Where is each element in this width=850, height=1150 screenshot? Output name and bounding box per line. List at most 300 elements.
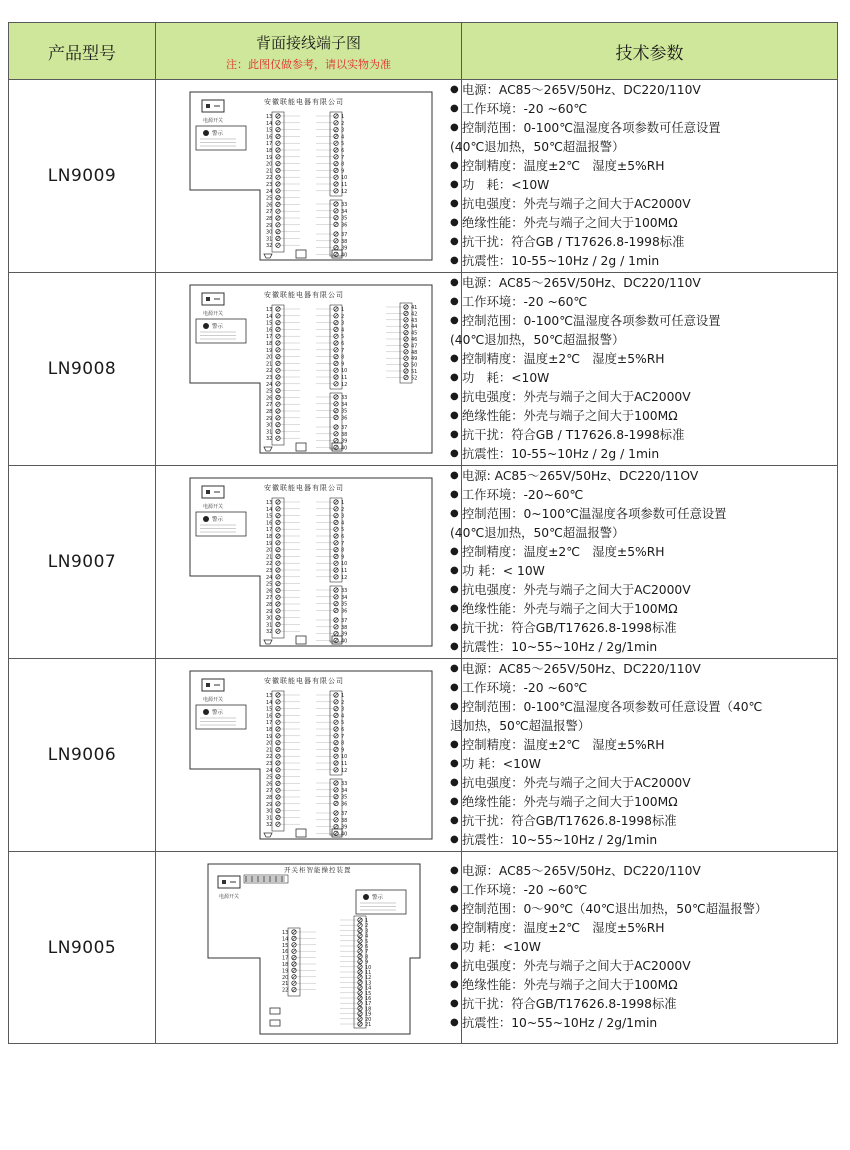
- terminal-slash: [292, 962, 295, 965]
- spec-text: 抗震性：10~55~10Hz / 2g/1min: [462, 832, 658, 847]
- terminal-slash: [334, 802, 337, 805]
- spec-item: [450, 881, 837, 900]
- terminal-slash: [276, 155, 279, 158]
- header-row: [9, 23, 838, 80]
- terminal-number: 13: [265, 114, 272, 120]
- terminal-slash: [276, 362, 279, 365]
- spec-item: [450, 619, 837, 638]
- terminal-slash: [276, 237, 279, 240]
- terminal-number: 10: [340, 754, 347, 761]
- panel-outline: [190, 478, 432, 646]
- terminal-number: 3: [340, 513, 344, 520]
- terminal-number: 21: [265, 747, 272, 754]
- spec-text: 功 耗：<10W: [462, 178, 550, 192]
- terminal-slash: [276, 707, 279, 710]
- product-row: [9, 80, 838, 273]
- terminal-number: 51: [410, 369, 417, 375]
- spec-text: 抗电强度：外壳与端子之间大于AC2000V: [462, 582, 691, 597]
- wiring-diagram: [156, 273, 462, 466]
- terminal-slash: [276, 355, 279, 358]
- spec-text: 抗电强度：外壳与端子之间大于AC2000V: [462, 958, 691, 973]
- spec-text: 电源：AC85～265V/50Hz、DC220/110V: [462, 662, 701, 677]
- terminal-number: 17: [265, 527, 272, 534]
- wiring-diagram: [156, 852, 462, 1044]
- terminal-number: 7: [340, 540, 344, 547]
- warning-icon: [203, 516, 209, 522]
- terminal-slash: [292, 956, 295, 959]
- terminal-slash: [334, 382, 337, 385]
- terminal-slash: [276, 795, 279, 798]
- spec-item: [450, 698, 837, 717]
- warning-icon: [203, 323, 209, 329]
- terminal-slash: [276, 789, 279, 792]
- terminal-number: 19: [364, 1011, 371, 1018]
- power-switch-icon: [202, 486, 224, 498]
- terminal-slash: [334, 114, 337, 117]
- terminal-number: 10: [340, 561, 347, 568]
- connector-icon: [264, 254, 272, 258]
- terminal-slash: [276, 721, 279, 724]
- terminal-number: 21: [265, 168, 272, 175]
- terminal-slash: [358, 1017, 361, 1020]
- terminal-number: 30: [265, 615, 272, 622]
- terminal-slash: [334, 169, 337, 172]
- terminal-slash: [276, 741, 279, 744]
- spec-list: [450, 274, 837, 463]
- wiring-diagram-svg: [174, 472, 444, 652]
- terminal-number: 29: [265, 415, 272, 422]
- connector-icon: [296, 443, 306, 451]
- terminal-number: 16: [265, 713, 272, 720]
- terminal-slash: [358, 928, 361, 931]
- power-switch-label: 电源开关: [202, 118, 223, 124]
- terminal-slash: [334, 700, 337, 703]
- terminal-number: 19: [281, 967, 288, 974]
- bullet-icon: ●: [450, 84, 459, 96]
- terminal-number: 21: [265, 554, 272, 561]
- product-row: [9, 466, 838, 659]
- terminal-number: 45: [410, 330, 417, 337]
- terminal-number: 9: [340, 747, 344, 754]
- terminal-number: 43: [410, 317, 417, 324]
- spec-item: [450, 717, 837, 736]
- terminal-slash: [276, 575, 279, 578]
- terminal-slash: [334, 575, 337, 578]
- terminal-slash: [292, 968, 295, 971]
- terminal-slash: [276, 403, 279, 406]
- terminal-slash: [358, 949, 361, 952]
- spec-text: (40℃退加热，50℃超温报警）: [450, 333, 625, 348]
- terminal-slash: [276, 314, 279, 317]
- terminal-slash: [334, 707, 337, 710]
- spec-item: [450, 812, 837, 831]
- terminal-slash: [404, 312, 407, 315]
- terminal-slash: [334, 355, 337, 358]
- terminal-number: 32: [265, 629, 272, 636]
- terminal-number: 19: [265, 733, 272, 740]
- terminal-slash: [276, 755, 279, 758]
- spec-item: [450, 1014, 837, 1033]
- spec-list-cell: [450, 80, 838, 273]
- bullet-icon: ●: [450, 833, 459, 845]
- terminal-slash: [358, 980, 361, 983]
- terminal-number: 12: [364, 974, 371, 981]
- spec-item: [450, 214, 837, 233]
- header-specs: 技术参数: [462, 23, 838, 80]
- terminal-number: 9: [340, 168, 344, 175]
- bullet-icon: ●: [450, 296, 459, 308]
- terminal-number: 32: [265, 436, 272, 443]
- terminal-slash: [276, 775, 279, 778]
- company-name: 安徽联能电器有限公司: [263, 484, 344, 492]
- terminal-slash: [334, 209, 337, 212]
- bullet-icon: ●: [450, 663, 459, 675]
- terminal-number: 17: [265, 141, 272, 148]
- terminal-number: 18: [364, 1005, 371, 1012]
- terminal-number: 16: [265, 327, 272, 334]
- terminal-slash: [276, 782, 279, 785]
- terminal-slash: [276, 203, 279, 206]
- terminal-slash: [334, 741, 337, 744]
- terminal-slash: [358, 996, 361, 999]
- terminal-slash: [276, 521, 279, 524]
- terminal-slash: [292, 988, 295, 991]
- spec-list-cell: [450, 659, 838, 852]
- terminal-number: 13: [364, 979, 371, 986]
- bullet-icon: ●: [450, 739, 459, 751]
- terminal-slash: [404, 350, 407, 353]
- spec-text: 抗电强度：外壳与端子之间大于AC2000V: [462, 775, 691, 790]
- spec-item: [450, 793, 837, 812]
- terminal-slash: [404, 363, 407, 366]
- terminal-slash: [276, 700, 279, 703]
- terminal-number: 14: [364, 985, 371, 992]
- header-diagram: [156, 23, 462, 80]
- terminal-number: 13: [265, 500, 272, 506]
- terminal-slash: [358, 954, 361, 957]
- terminal-number: 38: [340, 238, 347, 245]
- terminal-slash: [276, 616, 279, 619]
- spec-item: [450, 350, 837, 369]
- terminal-number: 29: [265, 608, 272, 615]
- terminal-number: 31: [265, 236, 272, 243]
- spec-text: 控制精度：温度±2℃ 湿度±5%RH: [462, 352, 665, 367]
- bullet-icon: ●: [450, 1016, 459, 1028]
- power-switch-icon: [202, 679, 224, 691]
- terminal-number: 34: [340, 787, 347, 794]
- product-row: [9, 852, 838, 1044]
- terminal-slash: [292, 930, 295, 933]
- spec-text: 抗电强度：外壳与端子之间大于AC2000V: [462, 389, 691, 404]
- spec-item: [450, 157, 837, 176]
- terminal-slash: [276, 802, 279, 805]
- product-row: [9, 659, 838, 852]
- spec-text: 电源: AC85～265V/50Hz、DC220/11OV: [462, 469, 699, 484]
- terminal-slash: [276, 727, 279, 730]
- terminal-slash: [334, 335, 337, 338]
- spec-text: 控制范围：0-100℃温湿度各项参数可任意设置: [462, 121, 721, 136]
- spec-text: 工作环境：-20 ~60℃: [462, 295, 588, 310]
- terminal-number: 38: [340, 624, 347, 631]
- terminal-slash: [334, 328, 337, 331]
- product-model: LN9009: [9, 80, 156, 273]
- terminal-number: 10: [364, 964, 371, 971]
- terminal-slash: [334, 202, 337, 205]
- wiring-diagram-svg: [174, 858, 444, 1038]
- terminal-number: 39: [340, 631, 347, 638]
- terminal-slash: [358, 1006, 361, 1009]
- terminal-slash: [276, 589, 279, 592]
- terminal-slash: [334, 176, 337, 179]
- bullet-icon: ●: [450, 122, 459, 134]
- terminal-slash: [276, 162, 279, 165]
- terminal-number: 6: [340, 727, 344, 733]
- terminal-slash: [334, 588, 337, 591]
- terminal-number: 25: [265, 388, 272, 395]
- terminal-slash: [334, 232, 337, 235]
- terminal-slash: [292, 949, 295, 952]
- terminal-number: 2: [340, 699, 344, 706]
- spec-list-cell: [450, 466, 838, 659]
- terminal-slash: [334, 155, 337, 158]
- terminal-slash: [276, 244, 279, 247]
- spec-text: 抗电强度：外壳与端子之间大于AC2000V: [462, 196, 691, 211]
- terminal-number: 19: [265, 347, 272, 354]
- terminal-slash: [276, 348, 279, 351]
- panel-outline: [208, 864, 420, 1034]
- terminal-number: 16: [265, 134, 272, 141]
- bullet-icon: ●: [450, 922, 459, 934]
- terminal-number: 6: [340, 534, 344, 540]
- terminal-number: 32: [265, 822, 272, 829]
- spec-item: [450, 755, 837, 774]
- terminal-number: 8: [364, 953, 368, 960]
- terminal-number: 26: [265, 588, 272, 595]
- terminal-number: 39: [340, 824, 347, 831]
- warning-box: [196, 126, 246, 150]
- terminal-number: 41: [410, 305, 417, 311]
- terminal-number: 37: [340, 811, 347, 817]
- terminal-number: 40: [340, 638, 347, 645]
- terminal-slash: [334, 446, 337, 449]
- terminal-number: 22: [281, 987, 288, 994]
- terminal-number: 22: [265, 754, 272, 761]
- terminal-number: 13: [281, 929, 288, 936]
- terminal-slash: [404, 331, 407, 334]
- terminal-number: 28: [265, 602, 272, 608]
- switch-dot-icon: [206, 104, 210, 108]
- terminal-number: 8: [340, 354, 344, 361]
- warning-icon: [203, 130, 209, 136]
- spec-text: 工作环境：-20 ~60℃: [462, 681, 588, 696]
- terminal-number: 46: [410, 337, 417, 343]
- terminal-slash: [334, 714, 337, 717]
- company-name: 开关柜智能操控装置: [283, 865, 351, 874]
- terminal-slash: [334, 811, 337, 814]
- terminal-slash: [334, 321, 337, 324]
- spec-list: [450, 862, 837, 1032]
- terminal-number: 34: [340, 401, 347, 408]
- terminal-slash: [334, 341, 337, 344]
- terminal-slash: [276, 389, 279, 392]
- spec-text: 绝缘性能：外壳与端子之间大于100MΩ: [462, 977, 678, 992]
- terminal-number: 22: [265, 561, 272, 568]
- terminal-number: 12: [340, 381, 347, 388]
- terminal-number: 12: [340, 188, 347, 195]
- terminal-number: 1: [340, 693, 344, 699]
- terminal-number: 18: [265, 148, 272, 154]
- warning-box: [196, 319, 246, 343]
- spec-text: 抗震性：10-55~10Hz / 2g / 1min: [462, 446, 660, 461]
- terminal-slash: [334, 595, 337, 598]
- company-name: 安徽联能电器有限公司: [263, 98, 344, 106]
- terminal-number: 6: [340, 148, 344, 154]
- bullet-icon: ●: [450, 197, 459, 209]
- connector-icon: [264, 833, 272, 837]
- terminal-slash: [334, 555, 337, 558]
- terminal-number: 30: [265, 808, 272, 815]
- terminal-slash: [358, 918, 361, 921]
- terminal-number: 14: [265, 506, 272, 513]
- terminal-number: 5: [340, 720, 344, 727]
- product-rows: [9, 80, 838, 1044]
- terminal-slash: [334, 416, 337, 419]
- spec-text: 控制范围：0~100℃温湿度各项参数可任意设置: [462, 507, 727, 522]
- terminal-slash: [276, 693, 279, 696]
- terminal-number: 15: [364, 990, 371, 997]
- terminal-number: 4: [340, 713, 344, 720]
- terminal-number: 15: [265, 127, 272, 134]
- spec-item: [450, 486, 837, 505]
- terminal-number: 8: [340, 547, 344, 554]
- terminal-number: 21: [281, 980, 288, 987]
- spec-table: [8, 22, 838, 1044]
- wiring-diagram-svg: [174, 665, 444, 845]
- warning-box: [356, 890, 406, 914]
- terminal-number: 27: [265, 209, 272, 216]
- spec-text: 抗震性：10~55~10Hz / 2g/1min: [462, 639, 658, 654]
- connector-icon: [296, 829, 306, 837]
- terminal-number: 2: [340, 506, 344, 513]
- terminal-slash: [334, 521, 337, 524]
- terminal-slash: [276, 816, 279, 819]
- terminal-number: 7: [340, 733, 344, 740]
- spec-item: [450, 312, 837, 331]
- terminal-number: 16: [265, 520, 272, 527]
- terminal-number: 44: [410, 324, 417, 331]
- terminal-slash: [276, 541, 279, 544]
- terminal-slash: [334, 832, 337, 835]
- terminal-slash: [334, 609, 337, 612]
- terminal-slash: [276, 196, 279, 199]
- spec-text: 功 耗：<10W: [462, 940, 541, 955]
- terminal-number: 21: [265, 361, 272, 368]
- spec-item: [450, 660, 837, 679]
- terminal-slash: [276, 341, 279, 344]
- terminal-number: 19: [265, 154, 272, 161]
- terminal-number: 5: [340, 334, 344, 341]
- terminal-slash: [358, 965, 361, 968]
- bullet-icon: ●: [450, 814, 459, 826]
- spec-item: [450, 562, 837, 581]
- terminal-slash: [334, 375, 337, 378]
- terminal-number: 33: [340, 202, 347, 208]
- bullet-icon: ●: [450, 959, 459, 971]
- terminal-slash: [276, 761, 279, 764]
- switch-dot-icon: [206, 297, 210, 301]
- spec-item: [450, 252, 837, 271]
- spec-item: [450, 919, 837, 938]
- terminal-slash: [276, 514, 279, 517]
- spec-text: 电源：AC85～265V/50Hz、DC220/110V: [462, 276, 701, 291]
- terminal-number: 40: [340, 831, 347, 838]
- terminal-slash: [334, 534, 337, 537]
- terminal-number: 36: [340, 415, 347, 422]
- terminal-number: 13: [265, 693, 272, 699]
- terminal-number: 20: [265, 354, 272, 361]
- terminal-number: 14: [265, 313, 272, 320]
- spec-item: [450, 369, 837, 388]
- terminal-slash: [276, 382, 279, 385]
- spec-item: [450, 938, 837, 957]
- terminal-slash: [334, 307, 337, 310]
- terminal-slash: [276, 182, 279, 185]
- spec-item: [450, 445, 837, 464]
- wiring-diagram: [156, 466, 462, 659]
- warning-label: 警示: [211, 710, 223, 716]
- terminal-number: 18: [265, 534, 272, 540]
- terminal-number: 5: [340, 527, 344, 534]
- terminal-slash: [334, 253, 337, 256]
- warning-icon: [203, 709, 209, 715]
- spec-text: 抗干扰：符合GB / T17626.8-1998标准: [462, 427, 685, 442]
- terminal-slash: [276, 596, 279, 599]
- terminal-number: 14: [265, 699, 272, 706]
- terminal-number: 31: [265, 622, 272, 629]
- terminal-number: 11: [340, 182, 347, 188]
- terminal-number: 25: [265, 774, 272, 781]
- terminal-number: 5: [340, 141, 344, 148]
- terminal-slash: [334, 755, 337, 758]
- terminal-slash: [276, 437, 279, 440]
- terminal-number: 9: [364, 959, 368, 966]
- spec-text: 控制范围：0～90℃（40℃退出加热，50℃超温报警）: [462, 902, 768, 917]
- spec-text: 功 耗：<10W: [462, 757, 541, 771]
- terminal-number: 35: [340, 408, 347, 415]
- terminal-number: 39: [340, 245, 347, 252]
- terminal-number: 11: [364, 969, 371, 976]
- terminal-number: 22: [265, 175, 272, 182]
- terminal-slash: [334, 795, 337, 798]
- terminal-number: 2: [340, 120, 344, 127]
- power-switch-icon: [202, 100, 224, 112]
- terminal-slash: [276, 409, 279, 412]
- header-model: 产品型号: [9, 23, 156, 80]
- bullet-icon: ●: [450, 776, 459, 788]
- terminal-number: 17: [265, 720, 272, 727]
- terminal-number: 47: [410, 343, 417, 350]
- spec-item: [450, 524, 837, 543]
- terminal-number: 23: [265, 375, 272, 381]
- terminal-number: 20: [265, 161, 272, 168]
- terminal-number: 37: [340, 425, 347, 431]
- terminal-slash: [334, 562, 337, 565]
- spec-item: [450, 176, 837, 195]
- terminal-number: 15: [265, 320, 272, 327]
- product-model: LN9007: [9, 466, 156, 659]
- warning-label: 警示: [371, 894, 383, 901]
- terminal-number: 40: [340, 445, 347, 452]
